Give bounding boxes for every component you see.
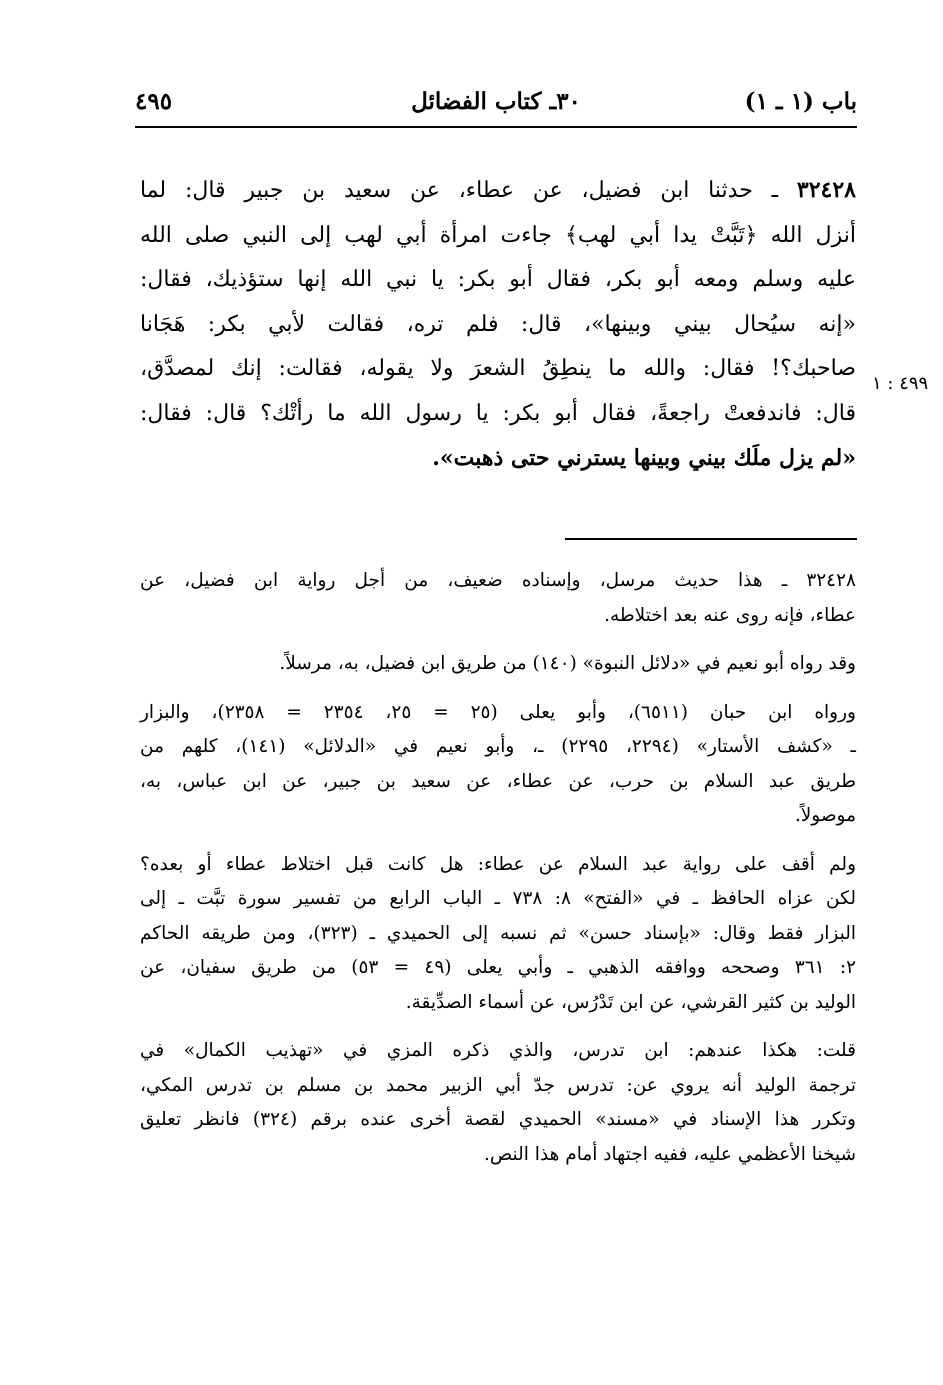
footnote-line: البزار فقط وقال: «بإسناد حسن» ثم نسبه إلى الحميدي ـ (٣٢٣)، ومن طريقه الحاكم xyxy=(140,922,856,944)
hadith-line: «لم يزل ملَك بيني وبينها يسترني حتى ذهبت». xyxy=(432,445,856,471)
footnote-line: لكن عزاه الحافظ ـ في «الفتح» ٨: ٧٣٨ ـ الباب الرابع من تفسير سورة تبَّت ـ إلى xyxy=(140,888,856,909)
page-header xyxy=(135,82,857,122)
footnote-paragraph xyxy=(140,696,856,834)
footnotes xyxy=(140,564,856,1186)
footnote-paragraph xyxy=(140,647,856,682)
hadith-line: «إنه سيُحال بيني وبينها»، قال: فلم تره، فقالت لأبي بكر: هَجَانا xyxy=(140,311,856,337)
footnote-line: قلت: هكذا عندهم: ابن تدرس، والذي ذكره المزي في «تهذيب الكمال» في xyxy=(140,1040,856,1061)
footnote-line: وقد رواه أبو نعيم في «دلائل النبوة» (١٤٠) من طريق ابن فضيل، به، مرسلاً. xyxy=(279,653,856,674)
hadith-line: أنزل الله ﴿تَبَّتْ يدا أبي لهب﴾ جاءت امرأة أبي لهب إلى النبي صلى الله xyxy=(140,222,856,248)
footnote-line: ترجمة الوليد أنه يروي عن: تدرس جدّ أبي الزبير محمد بن مسلم بن تدرس المكي، xyxy=(140,1074,856,1096)
hadith-line: قال: فاندفعتْ راجعةً، فقال أبو بكر: يا رسول الله ما رأتْك؟ قال: فقال: xyxy=(140,400,856,426)
footnote-line: ٣٢٤٢٨ ـ هذا حديث مرسل، وإسناده ضعيف، من أجل رواية ابن فضيل، عن xyxy=(140,570,856,591)
footnote-line: موصولاً. xyxy=(794,805,856,826)
footnote-line: طريق عبد السلام بن حرب، عن عطاء، عن سعيد بن جبير، عن ابن عباس، به، xyxy=(140,770,856,792)
footnote-line: ولم أقف على رواية عبد السلام عن عطاء: هل كانت قبل اختلاط عطاء أو بعده؟ xyxy=(140,853,856,875)
page-number: ٤٩٥ xyxy=(135,88,173,115)
header-rule xyxy=(135,126,857,128)
footnote-paragraph xyxy=(140,848,856,1021)
hadith-line: عليه وسلم ومعه أبو بكر، فقال أبو بكر: يا نبي الله إنها ستؤذيك، فقال: xyxy=(140,267,856,292)
hadith-line-text: ـ حدثنا ابن فضيل، عن عطاء، عن سعيد بن جبير قال: لما xyxy=(140,178,779,203)
footnote-paragraph xyxy=(140,1034,856,1172)
footnote-separator xyxy=(565,538,857,540)
footnote-line: وتكرر هذا الإسناد في «مسند» الحميدي لقصة أخرى عنده برقم (٣٢٤) فانظر تعليق xyxy=(140,1109,856,1130)
footnote-line: ـ «كشف الأستار» (٢٢٩٤، ٢٢٩٥) ـ، وأبو نعيم في «الدلائل» (١٤١)، كلهم من xyxy=(140,736,856,757)
footnote-line: عطاء، فإنه روى عنه بعد اختلاطه. xyxy=(604,604,856,626)
hadith-number: ٣٢٤٢٨ xyxy=(796,177,856,203)
margin-reference: ٤٩٩ : ١ xyxy=(872,373,929,394)
hadith-text xyxy=(140,168,856,481)
footnote-line: ٢: ٣٦١ وصححه ووافقه الذهبي ـ وأبي يعلى (٤٩ = ٥٣) من طريق سفيان، عن xyxy=(140,957,857,978)
hadith-line: صاحبك؟! فقال: والله ما ينطِقُ الشعرَ ولا يقوله، فقالت: إنك لمصدَّق، xyxy=(140,356,856,381)
footnote-paragraph xyxy=(140,564,856,633)
book-title: ٣٠ـ كتاب الفضائل xyxy=(411,88,581,115)
footnote-line: شيخنا الأعظمي عليه، ففيه اجتهاد أمام هذا النص. xyxy=(484,1143,856,1165)
footnote-line: ورواه ابن حبان (٦٥١١)، وأبو يعلى (٢٥ = ٢٥، ٢٣٥٤ = ٢٣٥٨)، والبزار xyxy=(140,701,856,723)
chapter-title: باب (١ ـ ١) xyxy=(744,88,857,115)
footnote-line: الوليد بن كثير القرشي، عن ابن تَدْرُس، عن أسماء الصدِّيقة. xyxy=(405,991,856,1013)
hadith-line xyxy=(140,168,856,214)
